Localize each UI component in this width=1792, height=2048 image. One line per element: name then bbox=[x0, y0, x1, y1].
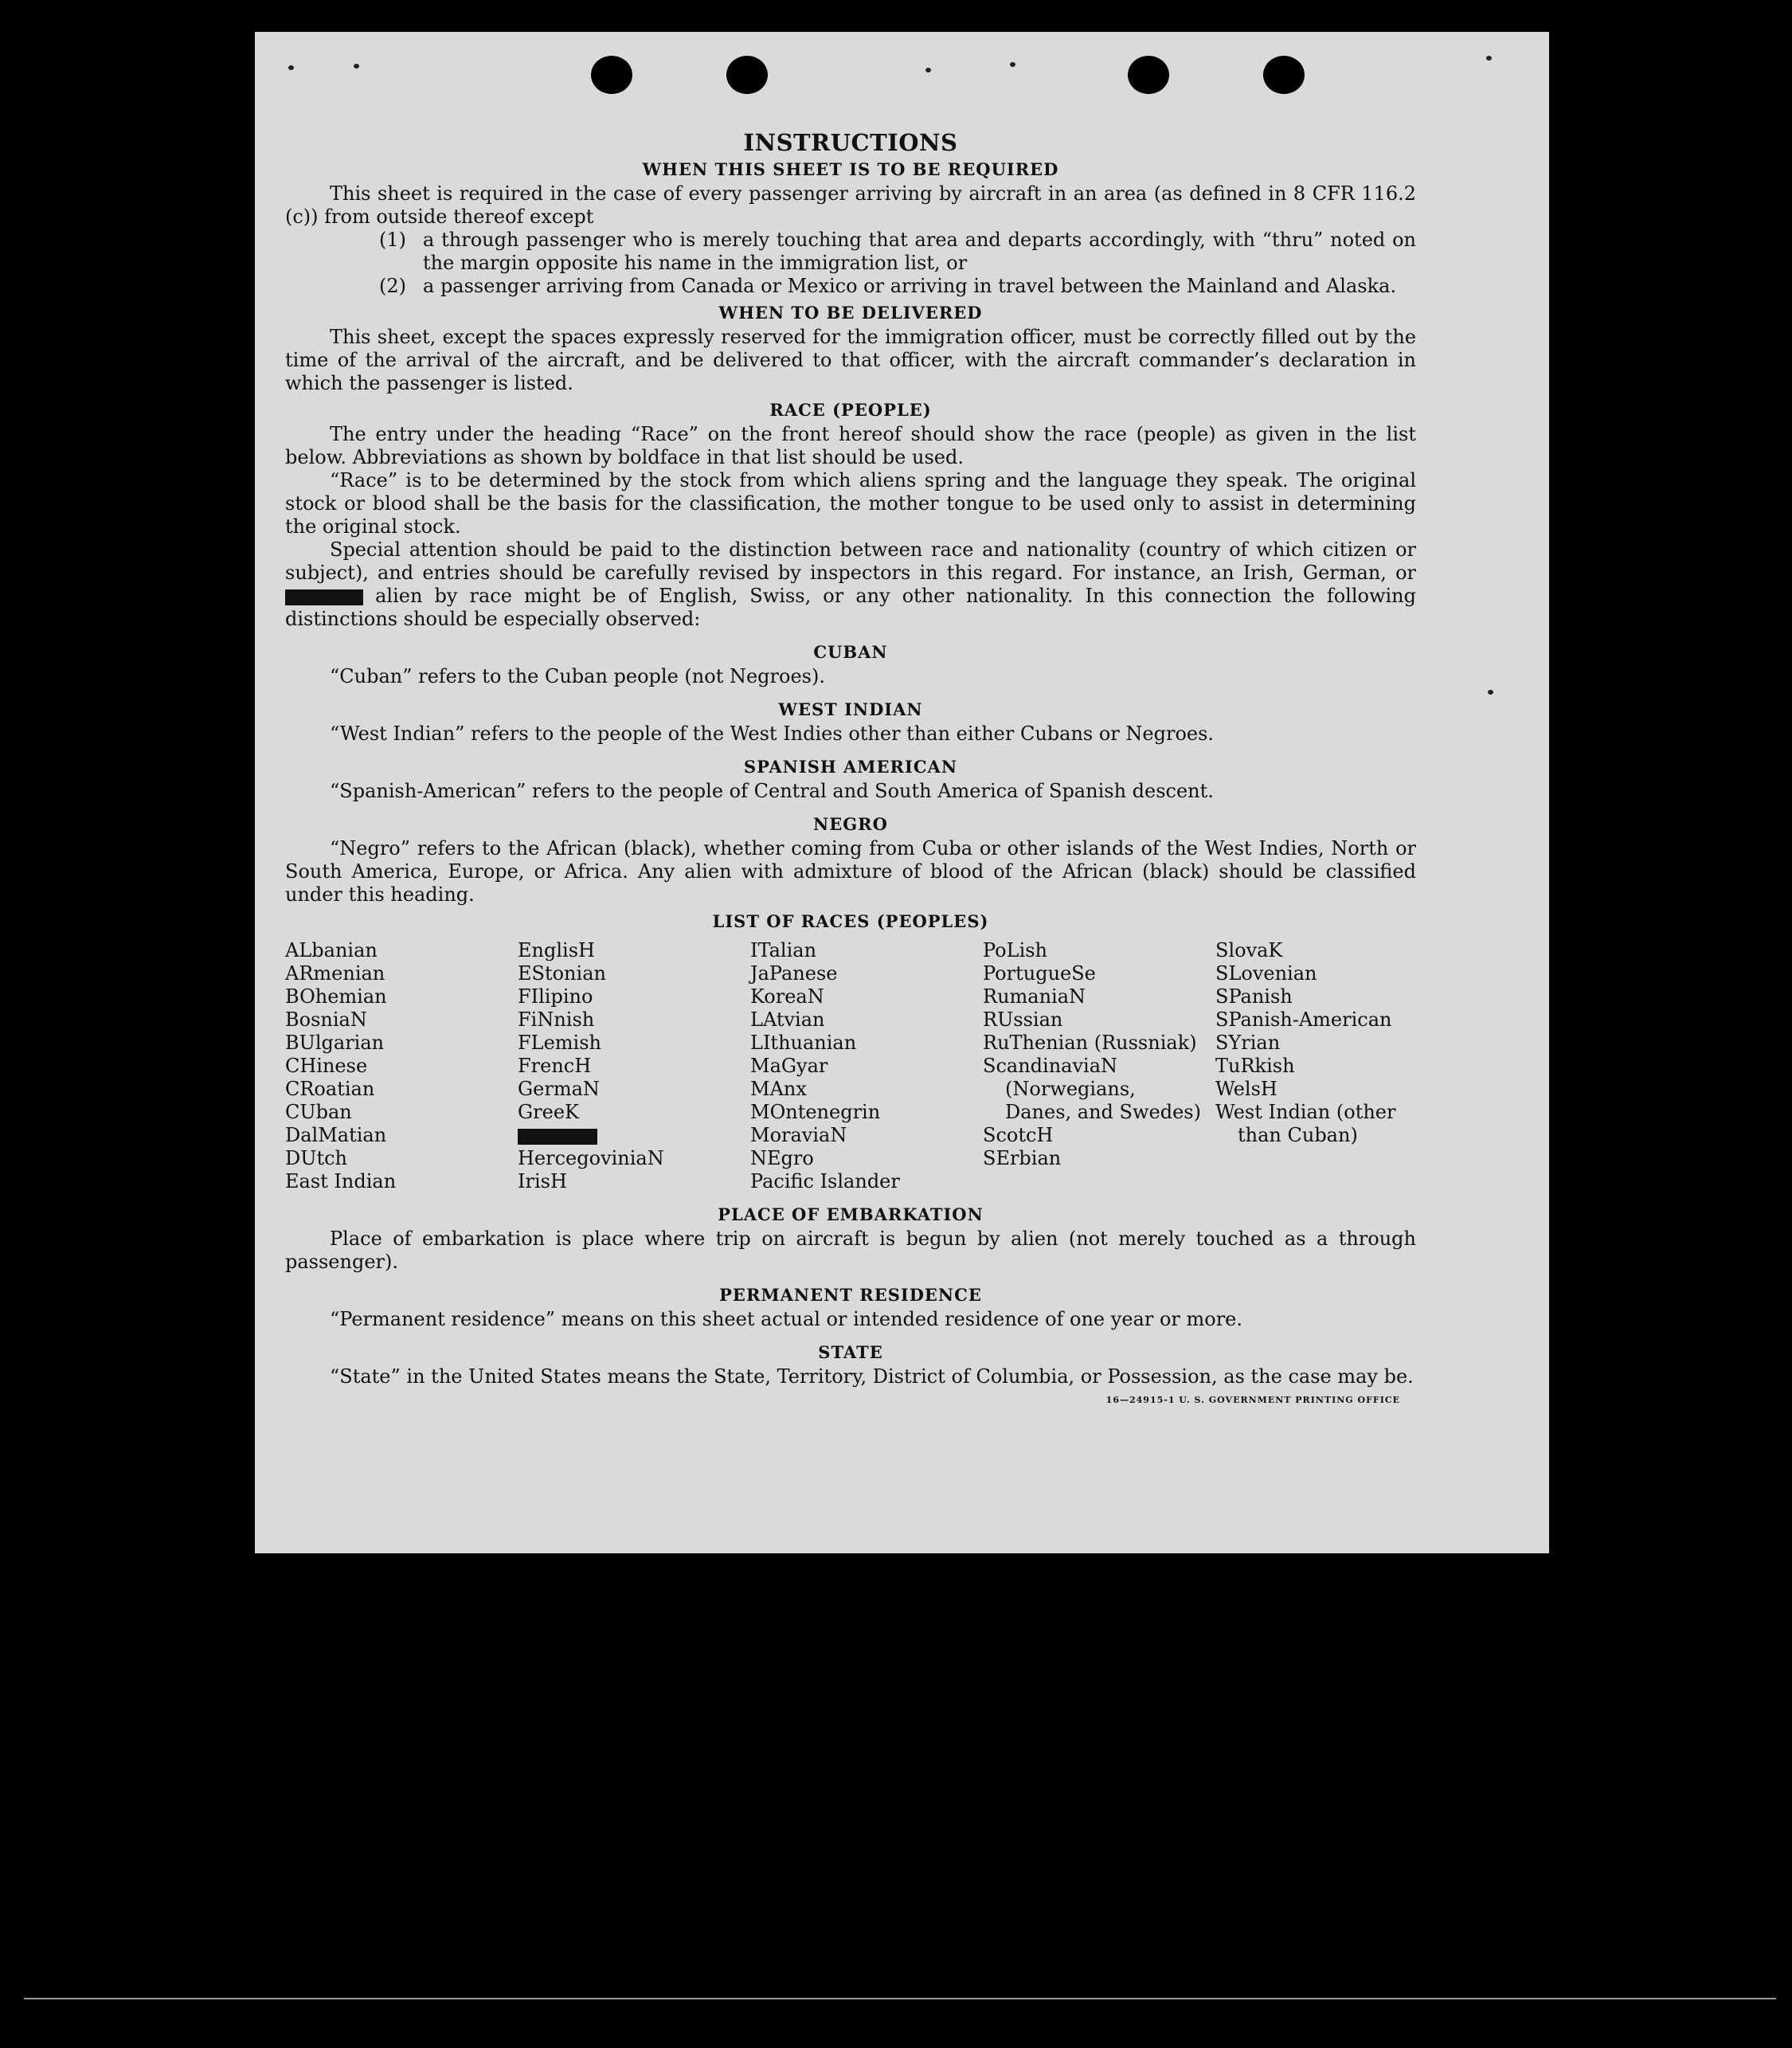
race-column bbox=[518, 939, 750, 1193]
item-number: (1) bbox=[379, 229, 406, 251]
race-entry: WelsH bbox=[1215, 1078, 1277, 1100]
speck bbox=[288, 65, 294, 70]
speck bbox=[1488, 690, 1493, 695]
section-heading: PERMANENT RESIDENCE bbox=[719, 1285, 982, 1305]
punch-hole bbox=[1263, 56, 1305, 94]
race-entry: SErbian bbox=[983, 1147, 1062, 1169]
list-item bbox=[379, 229, 1416, 275]
race-entry: East Indian bbox=[285, 1170, 397, 1192]
race-entry: BosniaN bbox=[285, 1008, 367, 1031]
section-heading: WHEN TO BE DELIVERED bbox=[718, 303, 983, 323]
section-heading: CUBAN bbox=[813, 642, 888, 662]
item-number: (2) bbox=[379, 275, 406, 297]
race-entry-redacted bbox=[518, 1124, 750, 1147]
section-heading: WHEN THIS SHEET IS TO BE REQUIRED bbox=[642, 159, 1059, 179]
document-sheet bbox=[255, 32, 1549, 1553]
paragraph-text: alien by race might be of English, Swiss, or any other nationality. In this connection the following distinctions should be especially observed: bbox=[285, 585, 1416, 630]
redaction-mark bbox=[285, 589, 363, 605]
race-entry: IrisH bbox=[518, 1170, 567, 1192]
race-entry: MaGyar bbox=[750, 1055, 828, 1077]
race-entry: JaPanese bbox=[750, 962, 838, 985]
race-entry: EnglisH bbox=[518, 939, 595, 961]
race-entry: West Indian (other than Cuban) bbox=[1215, 1101, 1396, 1146]
instructions-content bbox=[285, 131, 1416, 1412]
race-entry: FLemish bbox=[518, 1032, 601, 1054]
race-entry: SlovaK bbox=[1215, 939, 1283, 961]
paragraph: The entry under the heading “Race” on the front hereof should show the race (people) as given in the list below. Abbreviations as shown by boldface in that list should be used. bbox=[285, 423, 1416, 468]
race-entry: PoLish bbox=[983, 939, 1048, 961]
printer-imprint: 16—24915-1 U. S. GOVERNMENT PRINTING OFFICE bbox=[1105, 1395, 1400, 1405]
paragraph: “Permanent residence” means on this sheet actual or intended residence of one year or more. bbox=[330, 1308, 1242, 1330]
section-heading: PLACE OF EMBARKATION bbox=[718, 1204, 984, 1224]
divider-line bbox=[24, 1998, 1776, 1999]
punch-hole bbox=[1128, 56, 1169, 94]
race-list bbox=[285, 939, 1416, 1193]
race-entry: NEgro bbox=[750, 1147, 814, 1169]
punch-hole bbox=[591, 56, 632, 94]
race-entry: FIlipino bbox=[518, 985, 593, 1008]
race-entry: ITalian bbox=[750, 939, 817, 961]
section-heading: NEGRO bbox=[813, 814, 888, 834]
race-entry: DalMatian bbox=[285, 1124, 387, 1146]
speck bbox=[925, 68, 931, 72]
race-entry: ScotcH bbox=[983, 1124, 1054, 1146]
paragraph: “Race” is to be determined by the stock from which aliens spring and the language they speak. The original stock or blood shall be the basis for the classification, the mother tongue to be used only to assist in determining the original stock. bbox=[285, 469, 1416, 538]
race-entry: FrencH bbox=[518, 1055, 592, 1077]
race-entry: CUban bbox=[285, 1101, 352, 1123]
paragraph: “State” in the United States means the State, Territory, District of Columbia, or Possession, as the case may be. bbox=[330, 1365, 1414, 1388]
race-entry: BOhemian bbox=[285, 985, 387, 1008]
list-item bbox=[379, 275, 1416, 298]
race-column bbox=[285, 939, 518, 1193]
race-column bbox=[1215, 939, 1414, 1193]
race-entry: SLovenian bbox=[1215, 962, 1317, 985]
race-entry: TuRkish bbox=[1215, 1055, 1295, 1077]
race-entry: SPanish-American bbox=[1215, 1008, 1392, 1031]
paragraph: This sheet, except the spaces expressly reserved for the immigration officer, must be correctly filled out by the time of the arrival of the aircraft, and be delivered to that officer, with the aircraft commander’s declaration in which the passenger is listed. bbox=[285, 326, 1416, 394]
section-heading: RACE (PEOPLE) bbox=[769, 400, 932, 420]
paragraph: “Cuban” refers to the Cuban people (not Negroes). bbox=[330, 665, 825, 687]
section-heading: SPANISH AMERICAN bbox=[743, 757, 958, 777]
race-entry: ScandinaviaN (Norwegians, Danes, and Swedes) bbox=[983, 1055, 1201, 1123]
race-entry: MOntenegrin bbox=[750, 1101, 881, 1123]
race-entry: KoreaN bbox=[750, 985, 824, 1008]
section-heading: LIST OF RACES (PEOPLES) bbox=[712, 911, 989, 931]
race-entry: RumaniaN bbox=[983, 985, 1086, 1008]
race-entry: CRoatian bbox=[285, 1078, 375, 1100]
paragraph: “West Indian” refers to the people of the West Indies other than either Cubans or Negroes. bbox=[330, 722, 1215, 745]
punch-hole bbox=[726, 56, 768, 94]
paragraph: This sheet is required in the case of every passenger arriving by aircraft in an area (as defined in 8 CFR 116.2 (c)) from outside thereof except bbox=[285, 182, 1416, 228]
paragraph: “Spanish-American” refers to the people of Central and South America of Spanish descent. bbox=[330, 780, 1214, 802]
speck bbox=[354, 64, 359, 69]
race-entry: RuThenian (Russniak) bbox=[983, 1032, 1197, 1054]
race-entry: BUlgarian bbox=[285, 1032, 385, 1054]
race-entry: ALbanian bbox=[285, 939, 378, 961]
race-entry: MAnx bbox=[750, 1078, 807, 1100]
race-entry: FiNnish bbox=[518, 1008, 595, 1031]
race-entry: GreeK bbox=[518, 1101, 579, 1123]
race-entry: LIthuanian bbox=[750, 1032, 857, 1054]
race-entry: MoraviaN bbox=[750, 1124, 847, 1146]
race-entry: RUssian bbox=[983, 1008, 1063, 1031]
race-entry: EStonian bbox=[518, 962, 606, 985]
item-text: a passenger arriving from Canada or Mexico or arriving in travel between the Mainland and Alaska. bbox=[423, 275, 1397, 297]
race-entry: PortugueSe bbox=[983, 962, 1096, 985]
redaction-mark bbox=[518, 1129, 597, 1145]
race-entry: CHinese bbox=[285, 1055, 368, 1077]
footer bbox=[285, 1388, 1416, 1412]
race-column bbox=[983, 939, 1215, 1193]
race-entry: Pacific Islander bbox=[750, 1170, 900, 1192]
race-entry: SPanish bbox=[1215, 985, 1293, 1008]
page-title: INSTRUCTIONS bbox=[743, 129, 958, 156]
paragraph bbox=[285, 538, 1416, 631]
speck bbox=[1010, 62, 1015, 67]
paragraph: Place of embarkation is place where trip on aircraft is begun by alien (not merely touched as a through passenger). bbox=[285, 1228, 1416, 1273]
race-column bbox=[750, 939, 983, 1193]
paragraph-text: Special attention should be paid to the distinction between race and nationality (country of which citizen or subject), and entries should be carefully revised by inspectors in this regard. For instance, an Irish, German, or bbox=[285, 538, 1416, 584]
paragraph: “Negro” refers to the African (black), whether coming from Cuba or other islands of the West Indies, North or South America, Europe, or Africa. Any alien with admixture of blood of the African (black) should be classified under this heading. bbox=[285, 837, 1416, 906]
race-entry: HercegoviniaN bbox=[518, 1147, 664, 1169]
race-entry: ARmenian bbox=[285, 962, 385, 985]
race-entry: LAtvian bbox=[750, 1008, 825, 1031]
race-entry: DUtch bbox=[285, 1147, 348, 1169]
section-heading: WEST INDIAN bbox=[778, 699, 923, 719]
race-entry: SYrian bbox=[1215, 1032, 1281, 1054]
speck bbox=[1486, 56, 1492, 61]
race-entry: GermaN bbox=[518, 1078, 600, 1100]
item-text: a through passenger who is merely touching that area and departs accordingly, with “thru” noted on the margin opposite his name in the immigration list, or bbox=[423, 229, 1416, 274]
section-heading: STATE bbox=[818, 1342, 883, 1362]
